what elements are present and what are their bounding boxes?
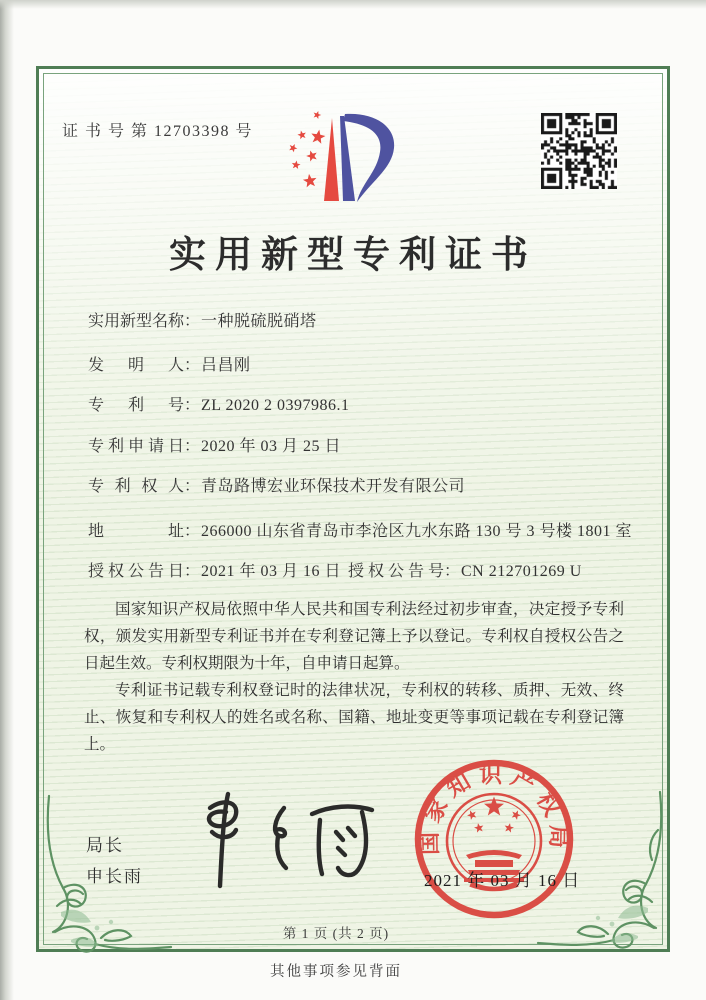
legal-paragraph-2: 专利证书记载专利权登记时的法律状况，专利权的转移、质押、无效、终止、恢复和专利权人的姓名或名称、国籍、地址变更等事项记载在专利登记簿上。 [84,682,624,753]
cnipa-round-seal [408,753,580,925]
certificate-title: 实用新型专利证书 [169,235,537,276]
field-value: CN 212701269 U [461,563,582,580]
commissioner-name: 申长雨 [86,867,143,886]
corner-flourish-icon [41,794,173,956]
commissioner-title: 局长 [86,836,124,855]
field-label: 实用新型名称 [88,313,185,330]
field-value: 青岛路博宏业环保技术开发有限公司 [201,478,466,495]
field-value: 266000 山东省青岛市李沧区九水东路 130 号 3 号楼 1801 室 [201,523,633,540]
qr-code [541,113,617,189]
scan-edge-top [0,0,706,9]
field-value: 一种脱硫脱硝塔 [201,313,317,330]
back-side-note: 其他事项参见背面 [270,964,402,980]
field-filing-date: 专利申请日：2020 年 03 月 25 日 [88,438,342,455]
field-label: 授权公告号 [348,563,444,580]
seal-date: 2021 年 03 月 16 日 [424,871,581,890]
scan-edge-left [0,0,14,1000]
field-label: 专利号 [88,397,184,414]
field-grant-date: 授权公告日：2021 年 03 月 16 日 [88,563,342,580]
field-label: 授权公告日 [88,563,184,580]
field-value: 2021 年 03 月 16 日 [201,563,342,580]
field-label: 专利权人 [88,478,184,495]
page-number: 第 1 页 (共 2 页) [282,926,390,941]
signature-handwriting [180,790,380,890]
field-inventor: 发明人：吕昌刚 [88,357,251,374]
legal-paragraph-1: 国家知识产权局依照中华人民共和国专利法经过初步审查，决定授予专利权，颁发实用新型专利证书并在专利登记簿上予以登记。专利权自授权公告之日起生效。专利权期限为十年，自申请日起算。 [84,601,624,672]
field-address: 地址：266000 山东省青岛市李沧区九水东路 130 号 3 号楼 1801 室 [88,523,633,540]
field-patentee: 专利权人：青岛路博宏业环保技术开发有限公司 [88,478,466,495]
legal-text [84,596,624,758]
field-label: 发明人 [88,357,184,374]
field-label: 专利申请日 [88,438,184,455]
field-grant-number: 授权公告号：CN 212701269 U [348,563,582,580]
field-value: 吕昌刚 [201,357,251,374]
field-patent-number: 专利号：ZL 2020 2 0397986.1 [88,397,350,414]
field-utility-model-name: 实用新型名称：一种脱硫脱硝塔 [88,313,317,330]
seal-ring-text: 国家知识产权局 [416,762,572,856]
field-label: 地址 [88,523,184,540]
field-value: ZL 2020 2 0397986.1 [201,397,350,414]
certificate-number: 证 书 号 第 12703398 号 [62,123,254,140]
cnipa-logo-icon [277,104,427,222]
field-value: 2020 年 03 月 25 日 [201,438,342,455]
